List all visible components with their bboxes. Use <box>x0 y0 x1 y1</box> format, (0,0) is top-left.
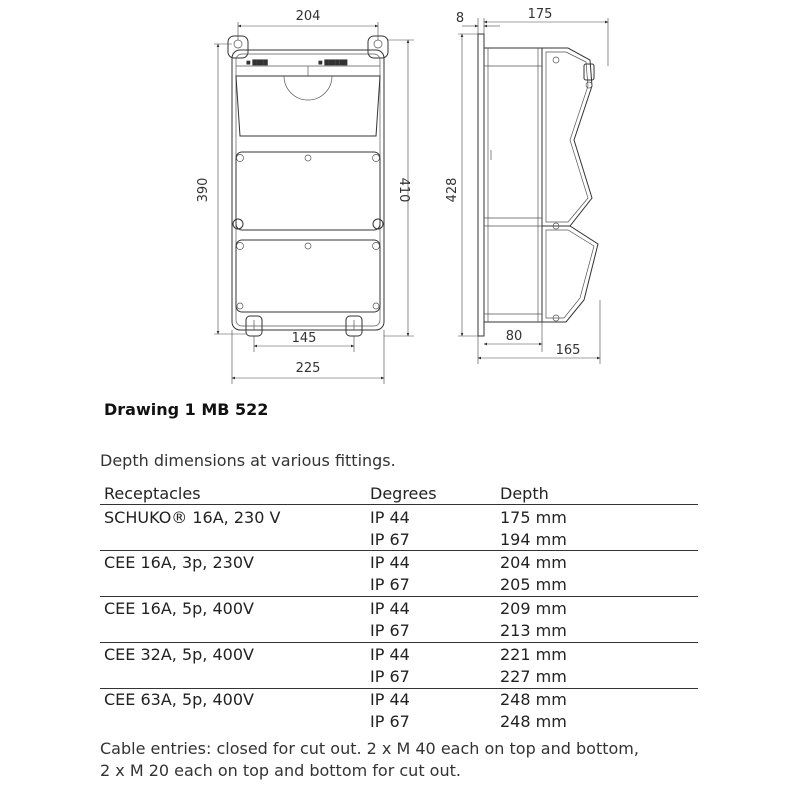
dim-side-bottom-depth: 165 <box>555 343 581 358</box>
table-divider <box>100 550 698 551</box>
degree-cell: IP 44 <box>370 508 410 527</box>
header-depth: Depth <box>500 484 549 503</box>
footnote <box>100 738 710 782</box>
receptacle-cell: CEE 16A, 5p, 400V <box>104 599 254 618</box>
receptacle-cell: SCHUKO® 16A, 230 V <box>104 508 281 527</box>
depth-cell: 205 mm <box>500 575 567 594</box>
footnote-line: 2 x M 20 each on top and bottom for cut out. <box>100 761 461 780</box>
receptacle-cell: CEE 16A, 3p, 230V <box>104 553 254 572</box>
degree-cell: IP 44 <box>370 690 410 709</box>
degree-cell: IP 44 <box>370 645 410 664</box>
footnote-line: Cable entries: closed for cut out. 2 x M 40 each on top and bottom, <box>100 739 639 758</box>
dim-side-flange: 8 <box>455 11 465 26</box>
header-degrees: Degrees <box>370 484 437 503</box>
degree-cell: IP 67 <box>370 621 410 640</box>
technical-drawing <box>0 0 800 390</box>
depth-cell: 194 mm <box>500 530 567 549</box>
header-receptacles: Receptacles <box>104 484 201 503</box>
depth-cell: 213 mm <box>500 621 567 640</box>
dim-side-height: 428 <box>445 177 460 203</box>
dim-side-bottom-inner: 80 <box>505 329 523 344</box>
table-divider <box>100 642 698 643</box>
dim-side-top-depth: 175 <box>527 7 553 22</box>
side-view <box>445 7 608 364</box>
drawing-title: Drawing 1 MB 522 <box>104 400 269 419</box>
depth-cell: 227 mm <box>500 667 567 686</box>
table-divider <box>100 596 698 597</box>
degree-cell: IP 67 <box>370 575 410 594</box>
depth-cell: 204 mm <box>500 553 567 572</box>
degree-cell: IP 44 <box>370 599 410 618</box>
dim-front-top-width: 204 <box>295 9 321 24</box>
degree-cell: IP 67 <box>370 712 410 731</box>
svg-text:■ ████: ■ ████ <box>246 60 268 66</box>
receptacle-cell: CEE 32A, 5p, 400V <box>104 645 254 664</box>
dim-front-bottom-width: 225 <box>295 361 321 376</box>
degree-cell: IP 67 <box>370 667 410 686</box>
table-divider <box>100 504 698 505</box>
receptacle-cell: CEE 63A, 5p, 400V <box>104 690 254 709</box>
table-subtitle: Depth dimensions at various fittings. <box>100 451 396 470</box>
svg-text:■ ██████: ■ ██████ <box>318 60 348 66</box>
dim-front-bottom-inner: 145 <box>291 331 317 346</box>
depth-cell: 175 mm <box>500 508 567 527</box>
depth-cell: 221 mm <box>500 645 567 664</box>
dim-front-right-height: 410 <box>396 177 411 203</box>
dim-front-left-height: 390 <box>196 177 211 203</box>
degree-cell: IP 67 <box>370 530 410 549</box>
depth-cell: 209 mm <box>500 599 567 618</box>
depth-cell: 248 mm <box>500 712 567 731</box>
degree-cell: IP 44 <box>370 553 410 572</box>
table-divider <box>100 688 698 689</box>
front-view <box>196 9 414 384</box>
depth-cell: 248 mm <box>500 690 567 709</box>
